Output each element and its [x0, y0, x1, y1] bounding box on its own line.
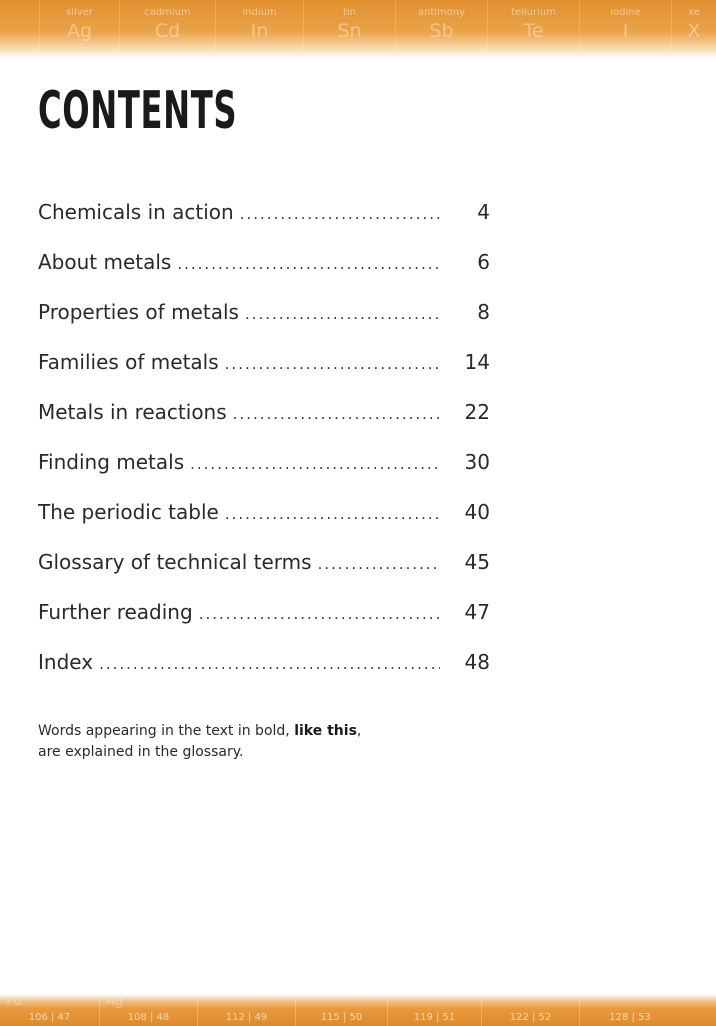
- toc-leader-dots: [245, 305, 440, 323]
- toc-entry: [38, 450, 490, 500]
- header-element-cell: [672, 0, 716, 50]
- header-element-cell: [40, 0, 120, 50]
- toc-entry-page: 8: [477, 300, 490, 324]
- toc-entry: [38, 200, 490, 250]
- element-symbol: Pd: [6, 994, 23, 1009]
- toc-entry-page: 6: [477, 250, 490, 274]
- toc-leader-dots: [99, 655, 440, 673]
- glossary-note-text: Words appearing in the text in bold,: [38, 723, 295, 739]
- element-symbol: Sn: [337, 20, 362, 42]
- element-symbol: In: [250, 20, 269, 42]
- glossary-note-line-2: are explained in the glossary.: [38, 744, 244, 760]
- toc-entry-title: About metals: [38, 250, 172, 274]
- element-name: cadmium: [144, 7, 191, 18]
- page-title: CONTENTS: [38, 81, 238, 141]
- footer-element-cell: [482, 994, 580, 1026]
- element-name: antimony: [417, 7, 466, 18]
- header-element-cell: [488, 0, 580, 50]
- toc-entry: [38, 650, 490, 700]
- footer-element-cell: [198, 994, 296, 1026]
- toc-leader-dots: [190, 455, 440, 473]
- header-element-cell: [580, 0, 672, 50]
- toc-entry-page: 4: [477, 200, 490, 224]
- footer-element-cell: [0, 994, 100, 1026]
- element-symbol: Ag: [106, 994, 124, 1009]
- element-symbol: Sb: [429, 20, 454, 42]
- element-name: indium: [242, 7, 277, 18]
- header-element-cell: [216, 0, 304, 50]
- toc-entry-title: Chemicals in action: [38, 200, 234, 224]
- header-element-strip: [0, 0, 716, 58]
- toc-entry-title: Index: [38, 650, 94, 674]
- footer-element-strip: [0, 994, 716, 1026]
- toc-entry: [38, 600, 490, 650]
- toc-entry-page: 30: [464, 450, 490, 474]
- element-symbol: Te: [523, 20, 544, 42]
- toc-entry-title: Properties of metals: [38, 300, 239, 324]
- element-numbers: 108 | 48: [127, 1012, 170, 1023]
- toc-entry-title: The periodic table: [38, 500, 219, 524]
- footer-element-cell: [580, 994, 680, 1026]
- element-name: tin: [342, 7, 357, 18]
- toc-entry-title: Families of metals: [38, 350, 219, 374]
- toc-leader-dots: [225, 355, 440, 373]
- glossary-note: [38, 721, 438, 763]
- toc-leader-dots: [240, 205, 440, 223]
- footer-element-cell: [296, 994, 388, 1026]
- toc-entry-title: Glossary of technical terms: [38, 550, 312, 574]
- toc-entry-page: 14: [464, 350, 490, 374]
- footer-element-cell: [388, 994, 482, 1026]
- element-name: iodine: [610, 7, 641, 18]
- element-name: silver: [66, 7, 93, 18]
- element-symbol: I: [622, 20, 629, 42]
- element-numbers: 112 | 49: [225, 1012, 268, 1023]
- glossary-note-bold-example: like this: [294, 723, 357, 739]
- toc-entry-title: Further reading: [38, 600, 193, 624]
- element-numbers: 115 | 50: [320, 1012, 363, 1023]
- toc-entry: [38, 400, 490, 450]
- toc-entry-page: 48: [464, 650, 490, 674]
- element-symbol: Cd: [154, 20, 181, 42]
- element-name: tellurium: [511, 7, 556, 18]
- toc-entry-title: Finding metals: [38, 450, 185, 474]
- element-name: xe: [688, 7, 700, 18]
- toc-entry-page: 22: [464, 400, 490, 424]
- header-element-cell: [396, 0, 488, 50]
- element-symbol: X: [687, 20, 701, 42]
- element-numbers: 106 | 47: [28, 1012, 71, 1023]
- table-of-contents: [38, 200, 490, 700]
- toc-entry-page: 47: [464, 600, 490, 624]
- header-element-cell: [120, 0, 216, 50]
- footer-element-cell: [100, 994, 198, 1026]
- toc-entry: [38, 550, 490, 600]
- element-numbers: 119 | 51: [413, 1012, 456, 1023]
- toc-leader-dots: [225, 505, 440, 523]
- toc-entry-page: 40: [464, 500, 490, 524]
- toc-entry-title: Metals in reactions: [38, 400, 227, 424]
- toc-entry: [38, 250, 490, 300]
- header-element-cell: [0, 0, 40, 50]
- toc-entry-page: 45: [464, 550, 490, 574]
- toc-leader-dots: [318, 555, 440, 573]
- toc-leader-dots: [177, 255, 440, 273]
- glossary-note-punctuation: ,: [356, 723, 362, 739]
- toc-entry: [38, 500, 490, 550]
- element-symbol: Ag: [66, 20, 93, 42]
- toc-leader-dots: [233, 405, 440, 423]
- header-element-cell: [304, 0, 396, 50]
- element-numbers: 128 | 53: [609, 1012, 651, 1023]
- toc-entry: [38, 300, 490, 350]
- toc-leader-dots: [199, 605, 440, 623]
- element-numbers: 122 | 52: [509, 1012, 552, 1023]
- toc-entry: [38, 350, 490, 400]
